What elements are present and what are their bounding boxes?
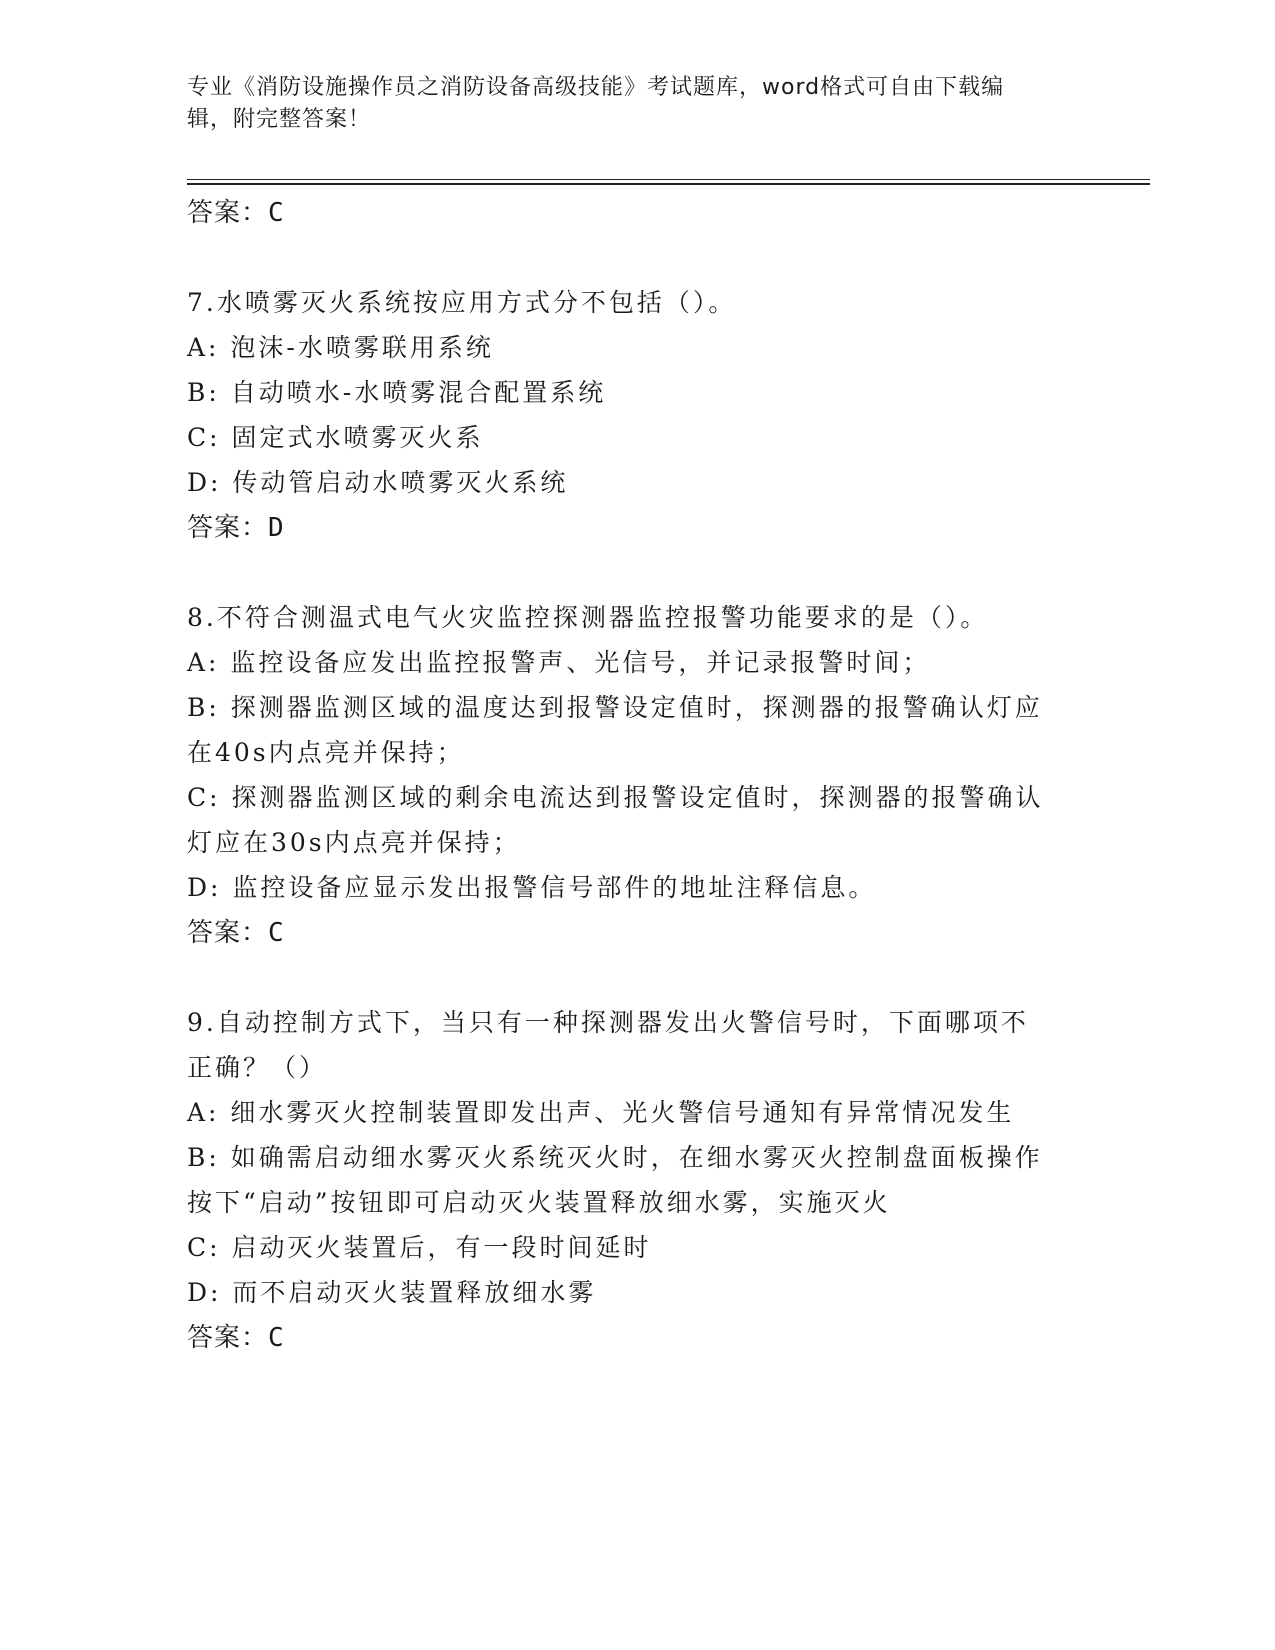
option-b: B: 探测器监测区域的温度达到报警设定值时，探测器的报警确认灯应 [187, 693, 1043, 722]
answer-value: C [268, 918, 285, 948]
option-d: D: 监控设备应显示发出报警信号部件的地址注释信息。 [187, 873, 877, 902]
answer-value: D [268, 513, 285, 543]
answer-value: C [268, 198, 285, 228]
option-c: C: 固定式水喷雾灭火系 [187, 423, 484, 452]
spacer [187, 236, 1087, 280]
document-header [187, 72, 1067, 136]
question-stem: 8.不符合测温式电气火灾监控探测器监控报警功能要求的是（）。 [187, 603, 989, 632]
header-divider-thin [187, 179, 1150, 180]
answer-value: C [268, 1323, 285, 1353]
question-list [187, 190, 1087, 1361]
header-line-1: 专业《消防设施操作员之消防设备高级技能》考试题库，word格式可自由下载编 [187, 75, 1005, 100]
option-d: D: 而不启动灭火装置释放细水雾 [187, 1278, 597, 1307]
question-stem-continued: 正确？（） [187, 1053, 328, 1082]
header-divider-thick [187, 183, 1150, 185]
previous-answer [187, 190, 1087, 236]
option-a: A: 监控设备应发出监控报警声、光信号，并记录报警时间； [187, 648, 931, 677]
question-8 [187, 595, 1087, 956]
option-b: B: 如确需启动细水雾灭火系统灭火时，在细水雾灭火控制盘面板操作 [187, 1143, 1043, 1172]
question-stem: 9.自动控制方式下，当只有一种探测器发出火警信号时，下面哪项不 [187, 1008, 1029, 1037]
option-c: C: 启动灭火装置后，有一段时间延时 [187, 1233, 652, 1262]
header-line-2: 辑，附完整答案！ [187, 107, 372, 132]
question-answer [187, 1315, 1087, 1361]
question-9 [187, 1000, 1087, 1361]
answer-label: 答案： [187, 1323, 269, 1353]
question-stem: 7.水喷雾灭火系统按应用方式分不包括（）。 [187, 288, 737, 317]
question-answer [187, 910, 1087, 956]
spacer [187, 956, 1087, 1000]
option-c: C: 探测器监测区域的剩余电流达到报警设定值时，探测器的报警确认 [187, 783, 1044, 812]
spacer [187, 551, 1087, 595]
option-b-continued: 按下“启动”按钮即可启动灭火装置释放细水雾，实施灭火 [187, 1188, 891, 1217]
option-b: B: 自动喷水-水喷雾混合配置系统 [187, 378, 607, 407]
option-c-continued: 灯应在30s内点亮并保持； [187, 828, 521, 857]
answer-label: 答案： [187, 198, 269, 228]
option-d: D: 传动管启动水喷雾灭火系统 [187, 468, 569, 497]
question-7 [187, 280, 1087, 551]
option-b-continued: 在40s内点亮并保持； [187, 738, 465, 767]
option-a: A: 泡沫-水喷雾联用系统 [187, 333, 494, 362]
question-answer [187, 505, 1087, 551]
answer-label: 答案： [187, 513, 269, 543]
option-a: A: 细水雾灭火控制装置即发出声、光火警信号通知有异常情况发生 [187, 1098, 1015, 1127]
answer-label: 答案： [187, 918, 269, 948]
